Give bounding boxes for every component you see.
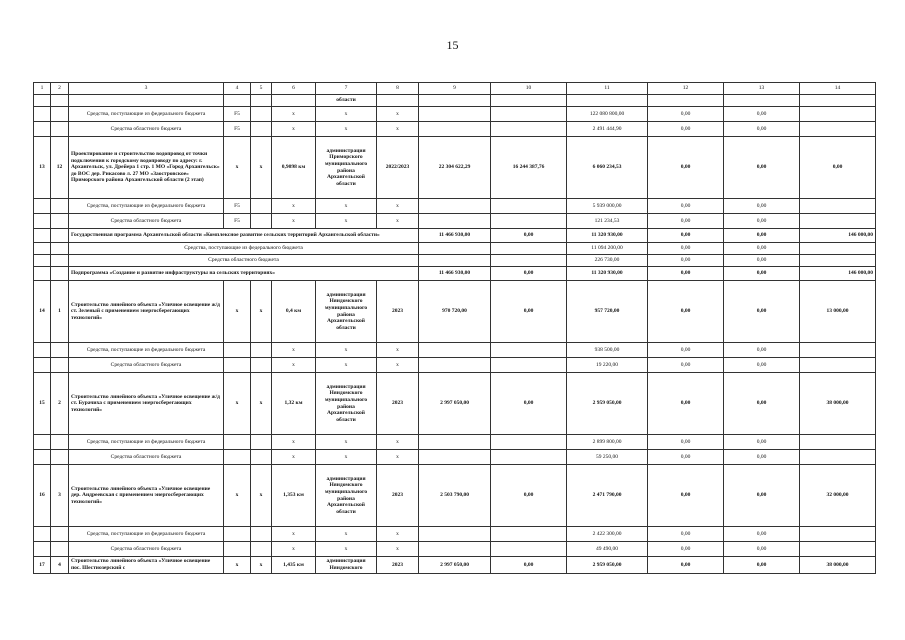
- cell-c4: [224, 450, 251, 465]
- column-number-row: [34, 83, 876, 95]
- cell-c3: Проектирование и строительство водопровод от точки подключения к городскому водопроводу по адресу: г. Архангельск, ул. Дрейера 1 стр. 1 МО «Город Архангельск» до ВОС дер. Рикасово л. 27 МО «Заостровское» Приморского района Архангельской области (2 этап): [69, 137, 224, 199]
- cell-c11: 2 491 444,90: [567, 122, 648, 137]
- cell-c3: Средства, поступающие из федерального бюджета: [69, 243, 419, 255]
- cell-c13: 0,00: [724, 122, 800, 137]
- column-number: 3: [69, 83, 224, 95]
- cell-c3: Подпрограмма «Создание и развитие инфраструктуры на сельских территориях»: [69, 267, 419, 281]
- cell-c13: 0,00: [724, 465, 800, 527]
- column-number: 10: [491, 83, 567, 95]
- empty-cell: [34, 358, 51, 373]
- cell-c1: 13: [34, 137, 51, 199]
- cell-c11: 122 080 800,00: [567, 107, 648, 122]
- cell-c11: 19 220,00: [567, 358, 648, 373]
- table-row-prog: [34, 267, 876, 281]
- cell-c6: х: [272, 542, 316, 557]
- empty-cell: [34, 267, 51, 281]
- cell-c12: 0,00: [648, 343, 724, 358]
- empty-cell: [34, 122, 51, 137]
- cell-c11: 2 471 790,00: [567, 465, 648, 527]
- cell-c9: 970 720,00: [419, 281, 491, 343]
- cell-c12: 0,00: [648, 229, 724, 243]
- cell-c11: 2 959 050,00: [567, 557, 648, 574]
- empty-cell: [491, 107, 567, 122]
- table-row-fund: [34, 122, 876, 137]
- cell-c11: 11 320 930,00: [567, 229, 648, 243]
- cell-c11: 121 234,53: [567, 214, 648, 229]
- cell-c8: х: [377, 122, 419, 137]
- cell-c12: 0,00: [648, 267, 724, 281]
- empty-cell: [34, 343, 51, 358]
- empty-cell: [69, 95, 224, 107]
- cell-c5: х: [251, 137, 272, 199]
- cell-c3: Средства областного бюджета: [69, 122, 224, 137]
- empty-cell: [800, 214, 876, 229]
- empty-cell: [251, 199, 272, 214]
- table-row-item: [34, 137, 876, 199]
- cell-c3: Строительство линейного объекта «Уличное освещение дер. Андреевская с применением энергосберегающих технологий»: [69, 465, 224, 527]
- table-row-fund: [34, 358, 876, 373]
- cell-c13: 0,00: [724, 107, 800, 122]
- empty-cell: [51, 435, 69, 450]
- cell-c6: 1,32 км: [272, 373, 316, 435]
- cell-c3: Средства областного бюджета: [69, 214, 224, 229]
- cell-c6: х: [272, 122, 316, 137]
- empty-cell: [51, 199, 69, 214]
- cell-c8: х: [377, 435, 419, 450]
- empty-cell: [34, 542, 51, 557]
- cell-c5: х: [251, 557, 272, 574]
- cell-c13: 0,00: [724, 267, 800, 281]
- empty-cell: [51, 255, 69, 267]
- empty-cell: [377, 95, 419, 107]
- cell-c14: 146 000,00: [800, 267, 876, 281]
- empty-cell: [251, 95, 272, 107]
- cell-c6: х: [272, 358, 316, 373]
- cell-c6: х: [272, 435, 316, 450]
- cell-c7: администрация Няндомского муниципального района Архангельской области: [316, 465, 377, 527]
- cell-c12: 0,00: [648, 435, 724, 450]
- empty-cell: [34, 450, 51, 465]
- empty-cell: [34, 243, 51, 255]
- empty-cell: [419, 214, 491, 229]
- cell-c12: 0,00: [648, 122, 724, 137]
- empty-cell: [51, 343, 69, 358]
- cell-c12: 0,00: [648, 137, 724, 199]
- cell-c10: 0,00: [491, 373, 567, 435]
- column-number: 11: [567, 83, 648, 95]
- empty-cell: [51, 450, 69, 465]
- cell-c9: 2 997 050,00: [419, 557, 491, 574]
- cell-c13: 0,00: [724, 137, 800, 199]
- empty-cell: [224, 95, 251, 107]
- cell-c11: 226 730,00: [567, 255, 648, 267]
- empty-cell: [800, 95, 876, 107]
- cell-c3: Средства, поступающие из федерального бюджета: [69, 435, 224, 450]
- cell-c11: 2 422 300,00: [567, 527, 648, 542]
- cell-c6: 0,4 км: [272, 281, 316, 343]
- empty-cell: [419, 358, 491, 373]
- empty-cell: [51, 527, 69, 542]
- cell-c8: х: [377, 450, 419, 465]
- cell-c7: х: [316, 450, 377, 465]
- cell-c7: х: [316, 527, 377, 542]
- cell-c11: 11 094 200,00: [567, 243, 648, 255]
- empty-cell: [34, 95, 51, 107]
- cell-c6: х: [272, 527, 316, 542]
- cell-c13: 0,00: [724, 243, 800, 255]
- cell-c11: 11 320 930,00: [567, 267, 648, 281]
- cell-c8: х: [377, 199, 419, 214]
- cell-c8: 2023: [377, 373, 419, 435]
- cell-c2: 3: [51, 465, 69, 527]
- cell-c3: Строительство линейного объекта «Уличное освещение ж/д ст. Зеленый с применением энергосберегающих технологий»: [69, 281, 224, 343]
- empty-cell: [251, 214, 272, 229]
- cell-c7: х: [316, 542, 377, 557]
- cell-c6: х: [272, 343, 316, 358]
- cell-c6: 0,9098 км: [272, 137, 316, 199]
- cell-c11: 2 959 050,00: [567, 373, 648, 435]
- cell-c4: х: [224, 281, 251, 343]
- cell-c12: 0,00: [648, 199, 724, 214]
- cell-c4: х: [224, 557, 251, 574]
- cell-c3: Государственная программа Архангельской области «Комплексное развитие сельских территорий Архангельской области»: [69, 229, 419, 243]
- cell-c14: 13 000,00: [800, 281, 876, 343]
- cell-c14: 0,00: [800, 137, 876, 199]
- empty-cell: [491, 199, 567, 214]
- empty-cell: [251, 435, 272, 450]
- table-row-fund: [34, 435, 876, 450]
- cell-c13: 0,00: [724, 199, 800, 214]
- cell-c3: Строительство линейного объекта «Уличное освещение ж/д ст. Бурачиха с применением энергосберегающих технологий»: [69, 373, 224, 435]
- cell-c4: х: [224, 373, 251, 435]
- empty-cell: [51, 358, 69, 373]
- cell-c14: 32 000,00: [800, 465, 876, 527]
- cell-c7: х: [316, 122, 377, 137]
- cell-c6: х: [272, 199, 316, 214]
- cell-c4: F5: [224, 107, 251, 122]
- empty-cell: [34, 435, 51, 450]
- page-number: 15: [446, 38, 459, 52]
- table-row-fund: [34, 107, 876, 122]
- empty-cell: [419, 255, 491, 267]
- column-number: 12: [648, 83, 724, 95]
- cell-c13: 0,00: [724, 435, 800, 450]
- table-row-progfund: [34, 255, 876, 267]
- cell-c4: [224, 542, 251, 557]
- table-row-fund: [34, 542, 876, 557]
- cell-c13: 0,00: [724, 358, 800, 373]
- cell-c3: Средства областного бюджета: [69, 358, 224, 373]
- empty-cell: [251, 358, 272, 373]
- table-row-fund: [34, 199, 876, 214]
- cell-c1: 15: [34, 373, 51, 435]
- cell-c8: 2023: [377, 557, 419, 574]
- empty-cell: [800, 343, 876, 358]
- cell-c10: 0,00: [491, 281, 567, 343]
- cell-c3: Средства, поступающие из федерального бюджета: [69, 107, 224, 122]
- cell-c1: 16: [34, 465, 51, 527]
- empty-cell: [491, 214, 567, 229]
- empty-cell: [800, 199, 876, 214]
- cell-c12: 0,00: [648, 542, 724, 557]
- cell-c10: 0,00: [491, 229, 567, 243]
- empty-cell: [51, 122, 69, 137]
- table-body: [34, 83, 876, 574]
- empty-cell: [648, 95, 724, 107]
- empty-cell: [51, 243, 69, 255]
- cell-c10: 16 244 387,76: [491, 137, 567, 199]
- column-number: 2: [51, 83, 69, 95]
- column-number: 13: [724, 83, 800, 95]
- table-row-item: [34, 465, 876, 527]
- empty-cell: [491, 243, 567, 255]
- cell-c13: 0,00: [724, 373, 800, 435]
- empty-cell: [491, 358, 567, 373]
- cell-c13: 0,00: [724, 450, 800, 465]
- cell-c6: х: [272, 107, 316, 122]
- empty-cell: [251, 107, 272, 122]
- cell-c4: х: [224, 465, 251, 527]
- empty-cell: [51, 542, 69, 557]
- cell-c2: 1: [51, 281, 69, 343]
- cell-c13: 0,00: [724, 255, 800, 267]
- cell-c11: 2 899 800,00: [567, 435, 648, 450]
- empty-cell: [419, 95, 491, 107]
- empty-cell: [251, 527, 272, 542]
- cell-c10: 0,00: [491, 267, 567, 281]
- empty-cell: [567, 95, 648, 107]
- table-row-fund: [34, 343, 876, 358]
- cell-c11: 938 500,00: [567, 343, 648, 358]
- empty-cell: [51, 214, 69, 229]
- empty-cell: [251, 343, 272, 358]
- cell-c1: 14: [34, 281, 51, 343]
- cell-c7: х: [316, 358, 377, 373]
- column-number: 1: [34, 83, 51, 95]
- cell-c4: [224, 527, 251, 542]
- cell-c9: 2 503 790,00: [419, 465, 491, 527]
- cell-c12: 0,00: [648, 243, 724, 255]
- empty-cell: [491, 255, 567, 267]
- empty-cell: [800, 527, 876, 542]
- cell-c7: х: [316, 214, 377, 229]
- column-number: 6: [272, 83, 316, 95]
- empty-cell: [251, 542, 272, 557]
- table-row-cont: [34, 95, 876, 107]
- column-number: 4: [224, 83, 251, 95]
- cell-c14: 38 000,00: [800, 373, 876, 435]
- empty-cell: [251, 450, 272, 465]
- cell-c12: 0,00: [648, 107, 724, 122]
- empty-cell: [34, 527, 51, 542]
- empty-cell: [419, 450, 491, 465]
- cell-c7: администрация Няндомского: [316, 557, 377, 574]
- cell-c11: 957 720,00: [567, 281, 648, 343]
- cell-c10: 0,00: [491, 465, 567, 527]
- cell-c13: 0,00: [724, 542, 800, 557]
- cell-c5: х: [251, 281, 272, 343]
- table-row-fund: [34, 527, 876, 542]
- empty-cell: [491, 527, 567, 542]
- empty-cell: [51, 107, 69, 122]
- empty-cell: [34, 229, 51, 243]
- table-row-item: [34, 281, 876, 343]
- cell-c13: 0,00: [724, 557, 800, 574]
- cell-c4: х: [224, 137, 251, 199]
- cell-c6: х: [272, 450, 316, 465]
- cell-c7: х: [316, 343, 377, 358]
- cell-c5: х: [251, 373, 272, 435]
- empty-cell: [491, 435, 567, 450]
- cell-c9: 11 466 930,00: [419, 267, 491, 281]
- cell-c13: 0,00: [724, 527, 800, 542]
- cell-c8: 2022/2023: [377, 137, 419, 199]
- column-number: 7: [316, 83, 377, 95]
- cell-c12: 0,00: [648, 465, 724, 527]
- cell-c14: 146 000,00: [800, 229, 876, 243]
- cell-c8: х: [377, 542, 419, 557]
- column-number: 8: [377, 83, 419, 95]
- cell-c1: 17: [34, 557, 51, 574]
- cell-c11: 6 060 234,53: [567, 137, 648, 199]
- empty-cell: [800, 255, 876, 267]
- column-number: 14: [800, 83, 876, 95]
- cell-c7: администрация Няндомского муниципального района Архангельской области: [316, 281, 377, 343]
- cell-c8: х: [377, 214, 419, 229]
- empty-cell: [491, 450, 567, 465]
- cell-c4: [224, 435, 251, 450]
- cell-c6: х: [272, 214, 316, 229]
- cell-c2: 4: [51, 557, 69, 574]
- cell-c8: 2023: [377, 281, 419, 343]
- column-number: 9: [419, 83, 491, 95]
- table-row-fund: [34, 214, 876, 229]
- cell-c3: Средства областного бюджета: [69, 255, 419, 267]
- column-number: 5: [251, 83, 272, 95]
- cell-c3: Средства, поступающие из федерального бюджета: [69, 343, 224, 358]
- empty-cell: [800, 122, 876, 137]
- empty-cell: [419, 122, 491, 137]
- budget-table: [33, 82, 876, 574]
- cell-c5: х: [251, 465, 272, 527]
- empty-cell: [51, 267, 69, 281]
- empty-cell: [800, 542, 876, 557]
- cell-c3: Средства областного бюджета: [69, 450, 224, 465]
- cell-c6: 1,353 км: [272, 465, 316, 527]
- cell-c12: 0,00: [648, 358, 724, 373]
- empty-cell: [51, 229, 69, 243]
- cell-c12: 0,00: [648, 373, 724, 435]
- cell-c10: 0,00: [491, 557, 567, 574]
- cell-c8: х: [377, 358, 419, 373]
- empty-cell: [800, 107, 876, 122]
- cell-c8: х: [377, 107, 419, 122]
- cell-c13: 0,00: [724, 343, 800, 358]
- cell-c12: 0,00: [648, 281, 724, 343]
- cell-c11: 5 939 000,00: [567, 199, 648, 214]
- empty-cell: [34, 107, 51, 122]
- empty-cell: [491, 542, 567, 557]
- cell-c13: 0,00: [724, 229, 800, 243]
- empty-cell: [800, 435, 876, 450]
- empty-cell: [34, 199, 51, 214]
- cell-c4: F5: [224, 214, 251, 229]
- cell-c12: 0,00: [648, 527, 724, 542]
- cell-c12: 0,00: [648, 450, 724, 465]
- cell-c7: х: [316, 199, 377, 214]
- cell-c11: 49 490,00: [567, 542, 648, 557]
- cell-c12: 0,00: [648, 214, 724, 229]
- empty-cell: [491, 95, 567, 107]
- table-row-item: [34, 557, 876, 574]
- empty-cell: [419, 527, 491, 542]
- cell-c7: х: [316, 435, 377, 450]
- cell-c8: х: [377, 343, 419, 358]
- cell-c3: Средства, поступающие из федерального бюджета: [69, 199, 224, 214]
- empty-cell: [491, 343, 567, 358]
- cell-c7: администрация Няндомского муниципального района Архангельской области: [316, 373, 377, 435]
- empty-cell: [419, 343, 491, 358]
- cell-c9: 22 304 622,29: [419, 137, 491, 199]
- cell-c14: 38 000,00: [800, 557, 876, 574]
- cell-c12: 0,00: [648, 255, 724, 267]
- empty-cell: [34, 255, 51, 267]
- empty-cell: [800, 358, 876, 373]
- cell-c2: 2: [51, 373, 69, 435]
- cell-c4: [224, 343, 251, 358]
- cell-c3: Строительство линейного объекта «Уличное освещение пос. Шестиозерский с: [69, 557, 224, 574]
- empty-cell: [491, 122, 567, 137]
- cell-c2: 12: [51, 137, 69, 199]
- cell-c7: администрация Приморского муниципального района Архангельской области: [316, 137, 377, 199]
- table-row-progfund: [34, 243, 876, 255]
- cell-c3: Средства, поступающие из федерального бюджета: [69, 527, 224, 542]
- empty-cell: [251, 122, 272, 137]
- cell-c13: 0,00: [724, 214, 800, 229]
- empty-cell: [419, 243, 491, 255]
- cell-c12: 0,00: [648, 557, 724, 574]
- empty-cell: [419, 107, 491, 122]
- table-row-prog: [34, 229, 876, 243]
- cell-c4: F5: [224, 122, 251, 137]
- empty-cell: [724, 95, 800, 107]
- cell-c8: 2023: [377, 465, 419, 527]
- table-row-item: [34, 373, 876, 435]
- cell-c11: 59 250,00: [567, 450, 648, 465]
- empty-cell: [419, 435, 491, 450]
- empty-cell: [272, 95, 316, 107]
- cell-c9: 11 466 930,00: [419, 229, 491, 243]
- empty-cell: [800, 243, 876, 255]
- empty-cell: [800, 450, 876, 465]
- empty-cell: [34, 214, 51, 229]
- empty-cell: [51, 95, 69, 107]
- cell-c4: [224, 358, 251, 373]
- table-row-fund: [34, 450, 876, 465]
- empty-cell: [419, 199, 491, 214]
- cell-c13: 0,00: [724, 281, 800, 343]
- cell-c8: х: [377, 527, 419, 542]
- cell-c9: 2 997 050,00: [419, 373, 491, 435]
- cell-c4: F5: [224, 199, 251, 214]
- cell-c6: 1,435 км: [272, 557, 316, 574]
- cell-c3: Средства областного бюджета: [69, 542, 224, 557]
- empty-cell: [419, 542, 491, 557]
- cell-c7: х: [316, 107, 377, 122]
- cell-c7: области: [316, 95, 377, 107]
